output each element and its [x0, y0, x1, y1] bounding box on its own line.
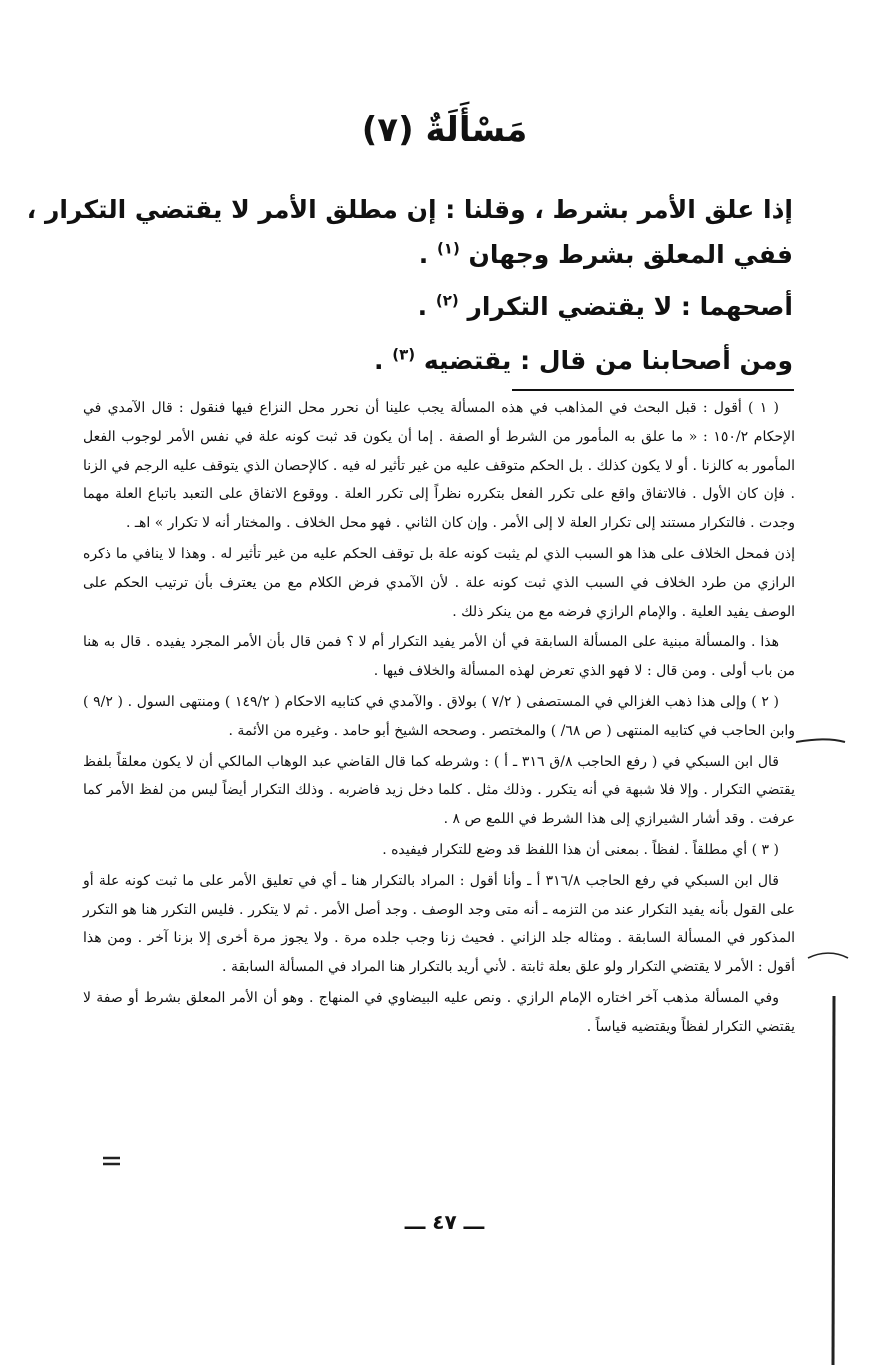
- margin-stroke-1: [796, 739, 845, 742]
- footnote-2-text: وإلى هذا ذهب الغزالي في المستصفى ( ٧/٢ ) بولاق . والآمدي في كتابيه الاحكام ( ١٤٩/٢ ) ومنتهى السول . ( ٩/٢ ) وابن الحاجب في كتابيه المنتهى ( ص ٦٨/ ) والمختصر . وصححه الشيخ أبو حامد . وغيره من الأئمة .: [83, 693, 795, 739]
- footnote-ref-1[interactable]: (١): [436, 239, 460, 258]
- issue-heading: مَسْأَلَةٌ (٧): [361, 110, 528, 150]
- footnote-3: [83, 836, 795, 865]
- footnote-1-continuation-b: [83, 628, 795, 686]
- footnote-separator: [512, 389, 794, 391]
- footnote-1-continuation-b-text: هذا . والمسألة مبنية على المسألة السابقة في أن الأمر يفيد التكرار أم لا ؟ فمن قال بأن الأمر المجرد يفيده . قال به هنا من باب أولى . ومن قال : لا فهو الذي تعرض لهذه المسألة والخلاف فيها .: [83, 634, 795, 680]
- footnote-2-continuation-text: قال ابن السبكي في ( رفع الحاجب ٨/ق ٣١٦ ـ أ ) : وشرطه كما قال القاضي عبد الوهاب المالكي أن لا يكون معلقاً بلفظ يقتضي التكرار . وإلا فلا شبهة في أنه يتكرر . وذلك مثل . كلما دخل زيد فاضربه . وذلك التكرار أيضاً ليس من لفظ الأمر كما عرفت . وقد أشار الشيرازي إلى هذا الشرط في اللمع ص ٨ .: [83, 753, 795, 828]
- footnote-3-continuation-a: [83, 867, 795, 982]
- main-line-4-tail: .: [374, 346, 393, 375]
- main-line-2: [103, 230, 793, 280]
- footnote-ref-3[interactable]: (٣): [392, 345, 416, 364]
- footnote-1-continuation-a-text: إذن فمحل الخلاف على هذا هو السبب الذي لم يثبت كونه علة بل توقف الحكم عليه من غير تأثير له . وهذا لا ينافي ما ذكره الرازي من طرد الخلاف في السبب الذي ثبت كونه علة . لأن الآمدي فرض الكلام مع من يعترف بأن ترتيب الحكم على الوصف يفيد العلية . والإمام الرازي فرضه مع من ينكر ذلك .: [83, 545, 795, 620]
- main-line-1-text: إذا علق الأمر بشرط ، وقلنا : إن مطلق الأمر لا يقتضي التكرار ،: [26, 195, 793, 224]
- main-line-1: [26, 185, 793, 235]
- margin-vertical-bar: [833, 996, 834, 1365]
- footnote-1-text: أقول : قبل البحث في المذاهب في هذه المسألة يجب علينا أن نحرر محل النزاع فيها فنقول : قال الآمدي في الإحكام ١٥٠/٢ : « ما علق به المأمور من الشرط أو الصفة . إما أن يكون قد ثبت كونه علة في نفس الأمر لوجوب الفعل المأمور به كالزنا . أو لا يكون كذلك . بل الحكم متوقف عليه من غير تأثير له فيه . كالإحصان الذي يتوقف عليه الرجم في الزنا . فإن كان الأول . فالاتفاق واقع على تكرر الفعل بتكرره نظراً إلى تكرر العلة . ووقوع الاتفاق على التعبد باتباع العلة مهما وجدت . فالتكرار مستند إلى تكرار العلة لا إلى الأمر . وإن كان الثاني . فهو محل الخلاف . والمختار أنه لا تكرار » اهـ .: [83, 400, 795, 532]
- page-number: ـــ ٤٧ ـــ: [404, 1210, 485, 1234]
- footnote-3-continuation-a-text: قال ابن السبكي في رفع الحاجب ٣١٦/٨ أ ـ وأنا أقول : المراد بالتكرار هنا ـ أي في تعليق الأمر على ما ثبت كونه علة أو على القول بأنه يفيد التكرار عند من التزمه ـ أنه متى وجد الوصف . وجد أصل الأمر . ثم لا يتكرر . فليس التكرر هنا هو التكرر المذكور في المسألة السابقة . ومثاله جلد الزاني . فحيث زنا وجب جلده مرة . ولا يجوز مرة أخرى إلا بزنا آخر . ومن هذا أقول : الأمر لا يقتضي التكرار ولو علق بعلة ثابتة . لأني أريد بالتكرار هنا المراد في المسألة السابقة .: [83, 872, 795, 976]
- footnote-2-number: ( ٢ ): [751, 693, 779, 710]
- footnote-1: [83, 394, 795, 538]
- main-line-2-tail: .: [418, 240, 437, 269]
- footnote-3-number: ( ٣ ): [751, 841, 779, 858]
- footnote-3-continuation-b: [83, 984, 795, 1042]
- margin-stroke-2: [808, 953, 848, 958]
- footnote-2: [83, 688, 795, 746]
- footnote-1-number: ( ١ ): [748, 400, 780, 416]
- footnote-3-continuation-b-text: وفي المسألة مذهب آخر اختاره الإمام الرازي . ونص عليه البيضاوي في المنهاج . وهو أن الأمر المعلق بشرط أو صفة لا يقتضي التكرار لفظاً ويقتضيه قياساً .: [83, 989, 795, 1035]
- footnote-3-text: أي مطلقاً . لفظاً . بمعنى أن هذا اللفظ قد وضع للتكرار فيفيده .: [382, 841, 748, 858]
- main-line-3: [103, 282, 793, 332]
- footnote-2-continuation: [83, 748, 795, 834]
- footnote-1-continuation-a: [83, 540, 795, 626]
- main-line-4: [103, 336, 793, 386]
- main-line-3-tail: .: [417, 292, 436, 321]
- main-line-2-text: ففي المعلق بشرط وجهان: [468, 240, 793, 269]
- main-line-4-text: ومن أصحابنا من قال : يقتضيه: [423, 346, 793, 375]
- main-line-3-text: أصحهما : لا يقتضي التكرار: [467, 292, 793, 321]
- footnote-ref-2[interactable]: (٢): [435, 291, 459, 310]
- footnotes-section: [83, 394, 795, 1044]
